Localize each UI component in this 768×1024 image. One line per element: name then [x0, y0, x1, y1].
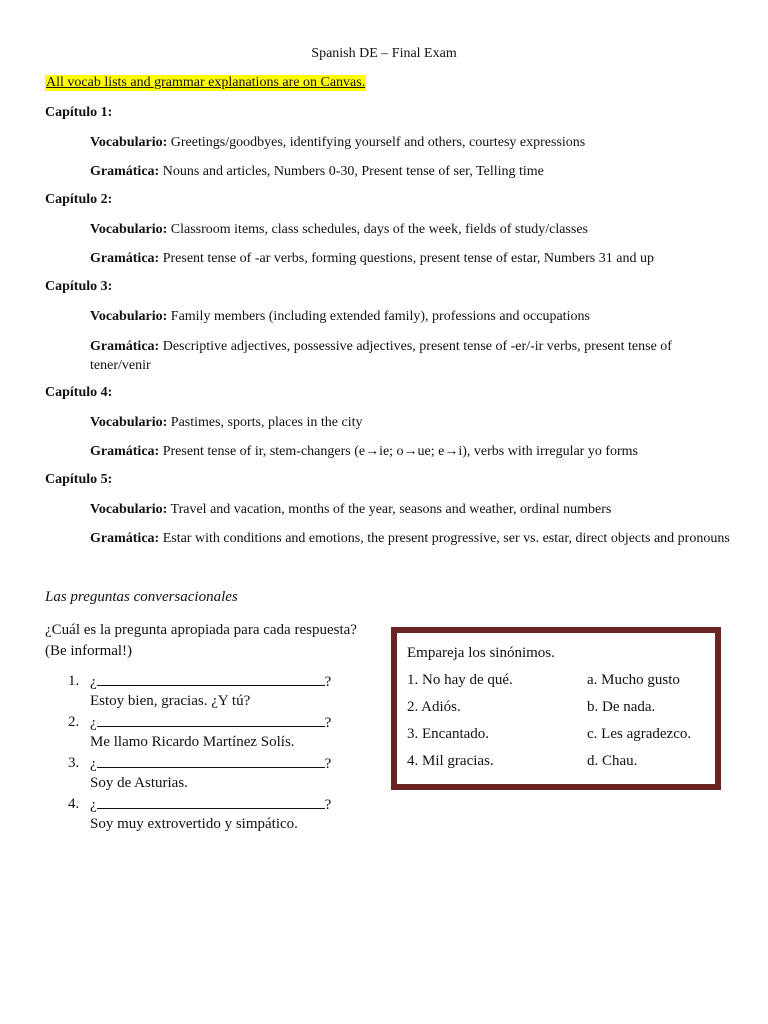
page-title: Spanish DE – Final Exam	[311, 46, 457, 61]
question-number: 2.	[68, 714, 80, 730]
instructions	[45, 620, 375, 662]
grammar-label: Gramática:	[90, 531, 160, 546]
match-left-item: 4. Mil gracias.	[407, 753, 494, 769]
chapter-4-vocab	[90, 413, 730, 432]
open-mark: ¿	[90, 674, 97, 690]
grammar-label: Gramática:	[90, 251, 160, 266]
answer-line[interactable]	[97, 712, 325, 727]
close-mark: ?	[324, 797, 332, 813]
question-blank[interactable]	[90, 671, 331, 692]
vocab-text: Greetings/goodbyes, identifying yourself and others, courtesy expressions	[170, 135, 586, 150]
grammar-label: Gramática:	[90, 164, 160, 179]
answer-line[interactable]	[97, 753, 325, 768]
chapter-2-heading: Capítulo 2:	[45, 192, 113, 207]
open-mark: ¿	[90, 756, 97, 772]
open-mark: ¿	[90, 715, 97, 731]
vocab-text: Travel and vacation, months of the year, seasons and weather, ordinal numbers	[170, 502, 612, 517]
match-right-item: a. Mucho gusto	[587, 672, 680, 688]
answer-line[interactable]	[97, 671, 325, 686]
close-mark: ?	[324, 715, 332, 731]
instructions-line-2: (Be informal!)	[45, 643, 133, 659]
vocab-label: Vocabulario:	[90, 415, 168, 430]
question-blank[interactable]	[90, 712, 331, 733]
chapter-3-heading: Capítulo 3:	[45, 279, 113, 294]
grammar-text: Descriptive adjectives, possessive adjectives, present tense of -er/-ir verbs, present tense of tener/venir	[90, 339, 672, 373]
grammar-label: Gramática:	[90, 444, 160, 459]
chapter-5-heading: Capítulo 5:	[45, 472, 113, 487]
open-mark: ¿	[90, 797, 97, 813]
chapter-1-grammar	[90, 162, 730, 181]
canvas-note: All vocab lists and grammar explanations are on Canvas.	[46, 75, 366, 90]
vocab-label: Vocabulario:	[90, 309, 168, 324]
match-right-item: d. Chau.	[587, 753, 638, 769]
vocab-text: Classroom items, class schedules, days of the week, fields of study/classes	[170, 222, 588, 237]
chapter-1-heading: Capítulo 1:	[45, 105, 113, 120]
match-left-item: 3. Encantado.	[407, 726, 490, 742]
chapter-4-grammar	[90, 442, 730, 461]
question-blank[interactable]	[90, 794, 331, 815]
match-left-item: 2. Adiós.	[407, 699, 461, 715]
chapter-4-heading: Capítulo 4:	[45, 385, 113, 400]
chapter-5-vocab	[90, 500, 730, 519]
vocab-label: Vocabulario:	[90, 222, 168, 237]
grammar-text: Present tense of ir, stem-changers (e→ie; o→ue; e→i), verbs with irregular yo forms	[162, 444, 638, 459]
vocab-text: Pastimes, sports, places in the city	[170, 415, 363, 430]
chapter-3-grammar	[90, 337, 680, 375]
response-text: Estoy bien, gracias. ¿Y tú?	[90, 693, 251, 709]
chapter-1-vocab	[90, 133, 730, 152]
vocab-label: Vocabulario:	[90, 502, 168, 517]
grammar-text: Nouns and articles, Numbers 0-30, Present tense of ser, Telling time	[162, 164, 544, 179]
match-right-item: b. De nada.	[587, 699, 656, 715]
match-title: Empareja los sinónimos.	[407, 645, 555, 661]
vocab-text: Family members (including extended family), professions and occupations	[170, 309, 590, 324]
match-right-item: c. Les agradezco.	[587, 726, 692, 742]
chapter-2-vocab	[90, 220, 730, 239]
match-left-item: 1. No hay de qué.	[407, 672, 513, 688]
instructions-line-1: ¿Cuál es la pregunta apropiada para cada respuesta?	[45, 622, 357, 638]
chapter-5-grammar	[90, 529, 750, 548]
question-number: 4.	[68, 796, 80, 812]
question-blank[interactable]	[90, 753, 331, 774]
question-number: 3.	[68, 755, 80, 771]
section-title: Las preguntas conversacionales	[45, 589, 238, 605]
response-text: Soy de Asturias.	[90, 775, 188, 791]
response-text: Me llamo Ricardo Martínez Solís.	[90, 734, 295, 750]
chapter-3-vocab	[90, 307, 730, 326]
grammar-label: Gramática:	[90, 339, 160, 354]
question-number: 1.	[68, 673, 80, 689]
grammar-text: Estar with conditions and emotions, the present progressive, ser vs. estar, direct objects and pronouns	[162, 531, 730, 546]
vocab-label: Vocabulario:	[90, 135, 168, 150]
grammar-text: Present tense of -ar verbs, forming questions, present tense of estar, Numbers 31 and up	[162, 251, 654, 266]
close-mark: ?	[324, 756, 332, 772]
answer-line[interactable]	[97, 794, 325, 809]
response-text: Soy muy extrovertido y simpático.	[90, 816, 298, 832]
close-mark: ?	[324, 674, 332, 690]
synonym-match-box	[391, 627, 721, 790]
chapter-2-grammar	[90, 249, 730, 268]
